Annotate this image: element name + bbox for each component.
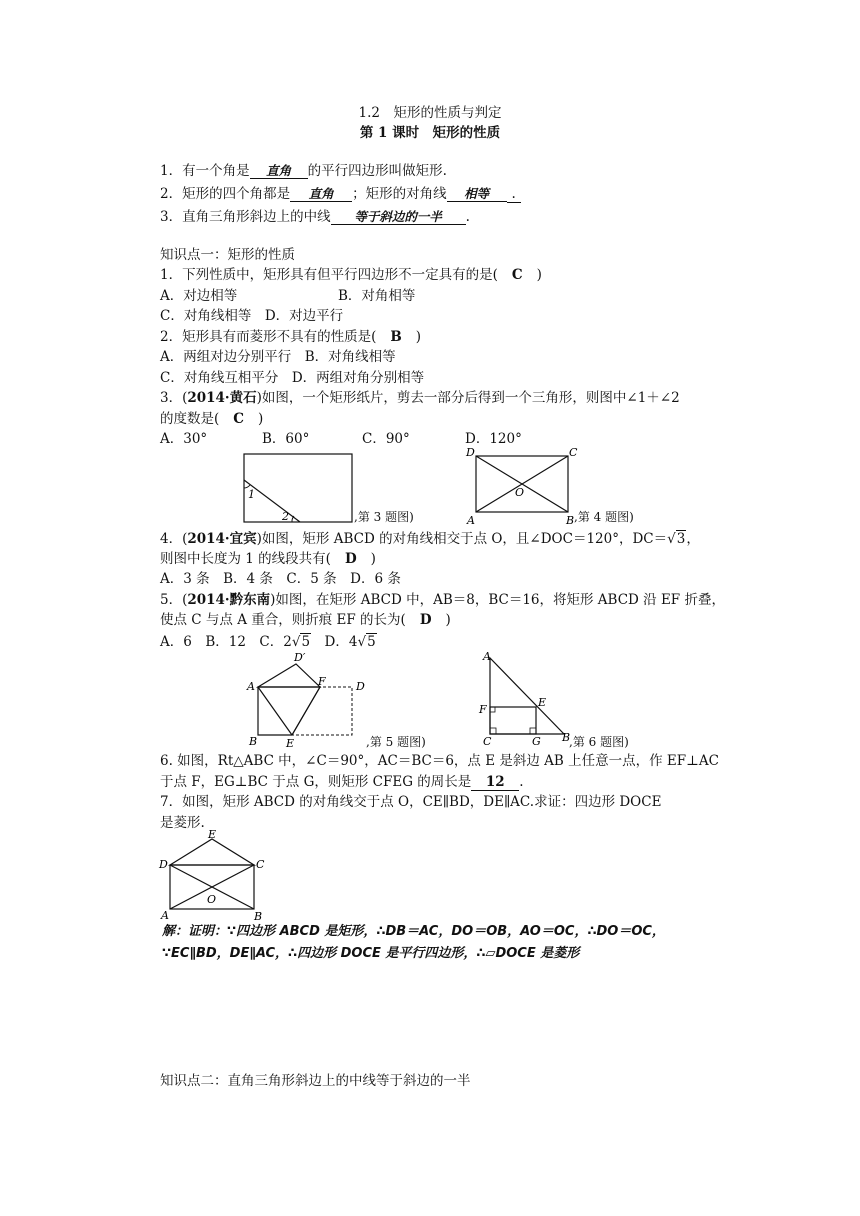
- q2-close: ): [415, 329, 422, 345]
- fig7-label-a: A: [161, 909, 169, 922]
- fig5-flap: [258, 664, 320, 687]
- q3-answer: C: [233, 411, 245, 427]
- fig7-label-c: C: [256, 858, 265, 871]
- figure-3-caption: ,第 3 题图): [354, 510, 414, 524]
- q3-stem: [160, 389, 680, 407]
- q1-option-a: A．对边相等: [160, 288, 238, 304]
- q4-sqrt: 3: [676, 531, 686, 547]
- figure-4-caption: ,第 4 题图): [574, 510, 634, 524]
- fig5-folded-quad: [258, 687, 320, 735]
- q5-options-abc: A．6 B．12 C．2: [160, 634, 292, 650]
- fig6-right-angle-f: [490, 707, 495, 712]
- q5-number: 5．(: [160, 592, 188, 608]
- fig5-label-b: B: [249, 735, 258, 748]
- fig4-label-d: D: [466, 446, 475, 459]
- page-subtitle: 第 1 课时 矩形的性质: [359, 125, 501, 141]
- fig6-right-angle-g: [530, 728, 536, 734]
- fig5-label-e: E: [286, 737, 295, 748]
- q3-source: 2014·黄石: [187, 390, 257, 406]
- q5-option-d: D．4: [311, 634, 358, 650]
- prelim-q1: [160, 162, 447, 180]
- prelim-q3: [160, 208, 470, 226]
- q1-close: ): [536, 267, 542, 283]
- q1-stem-text: 1．下列性质中，矩形具有但平行四边形不一定具有的是(: [160, 267, 498, 283]
- prelim-q2: [160, 185, 521, 203]
- q5-stem-text: )如图，在矩形 ABCD 中，AB＝8，BC＝16，将矩形 ABCD 沿 EF 折叠，: [270, 592, 725, 608]
- q4-stem-2: [160, 550, 376, 568]
- prelim-q3-text: 3．直角三角形斜边上的中线: [160, 209, 331, 225]
- fig6-label-g: G: [532, 735, 541, 748]
- fig6-label-b: B: [562, 731, 571, 744]
- section1-heading: 知识点一：矩形的性质: [160, 247, 295, 263]
- fig5-label-f: F: [318, 675, 326, 688]
- q4-stem: 4．(2014·宜宾)如图，矩形 ABCD 的对角线相交于点 O，且∠DOC＝120°，DC＝√3，: [160, 531, 700, 547]
- q5-sqrt-d: 5: [367, 634, 376, 650]
- q7-solution-line-2: ∵EC∥BD，DE∥AC，∴四边形 DOCE 是平行四边形，∴▱DOCE 是菱形: [162, 946, 580, 961]
- q4-stem-text-2: 则图中长度为 1 的线段共有(: [160, 551, 331, 567]
- figure-4-diagram: [462, 444, 582, 528]
- q3-stem-2: [160, 410, 263, 428]
- q4-close: ): [370, 551, 376, 567]
- fig4-label-c: C: [569, 446, 578, 459]
- prelim-q1-text-end: 的平行四边形叫做矩形.: [307, 163, 447, 179]
- q4-options: A．3 条 B．4 条 C．5 条 D．6 条: [160, 571, 401, 587]
- fig4-label-a: A: [467, 514, 475, 527]
- fig5-label-dprime: D′: [294, 651, 306, 664]
- q4-answer: D: [344, 551, 357, 567]
- fig6-label-e: E: [538, 696, 547, 709]
- q7-line-1: 7．如图，矩形 ABCD 的对角线交于点 O，CE∥BD，DE∥AC.求证：四边形 DOCE: [160, 794, 662, 810]
- q3-option-c: C．90°: [362, 431, 410, 447]
- figure-6-diagram: [478, 648, 578, 750]
- fig5-label-a: A: [247, 680, 255, 693]
- q1-answer: C: [511, 267, 523, 283]
- fig3-angle1-label: 1: [248, 488, 255, 501]
- prelim-q1-answer: 直角: [250, 163, 308, 179]
- q5-stem-2: [160, 611, 451, 629]
- q6-line-1: 6. 如图，Rt△ABC 中，∠C＝90°，AC＝BC＝6，点 E 是斜边 AB 上任意一点，作 EF⊥AC: [160, 753, 719, 769]
- q4-comma: ，: [686, 531, 700, 547]
- fig7-label-b: B: [254, 910, 263, 923]
- q3-option-a: A．30°: [160, 431, 208, 447]
- q1-option-cd: C．对角线相等 D．对边平行: [160, 308, 344, 324]
- section2-heading: 知识点二：直角三角形斜边上的中线等于斜边的一半: [160, 1073, 471, 1089]
- figure-6-caption: ,第 6 题图): [569, 735, 629, 749]
- prelim-q2-text: 2．矩形的四个角都是: [160, 186, 291, 202]
- q6-line-2: [160, 773, 524, 791]
- figure-3-diagram: [240, 450, 360, 526]
- figure-7-diagram: [156, 828, 274, 924]
- q5-sqrt-c: 5: [301, 634, 311, 650]
- q3-number: 3．(: [160, 390, 188, 406]
- fig5-line-ae: [258, 687, 292, 735]
- fig6-rectangle-cfeg: [490, 707, 536, 734]
- q2-stem-text: 2．矩形具有而菱形不具有的性质是(: [160, 329, 377, 345]
- fig4-label-o: O: [515, 486, 525, 499]
- fig5-fold-ef: [292, 687, 320, 735]
- q7-line-2: 是菱形.: [160, 815, 205, 831]
- q5-options: A．6 B．12 C．2√5 D．4√5: [160, 634, 376, 650]
- fig5-label-d: D: [356, 680, 365, 693]
- q3-option-d: D．120°: [465, 431, 522, 447]
- fig6-label-c: C: [483, 735, 492, 748]
- q3-close: ): [258, 411, 264, 427]
- q6-line-2-text: 于点 F，EG⊥BC 于点 G，则矩形 CFEG 的周长是: [160, 774, 472, 790]
- page-title: 1.2 矩形的性质与判定: [358, 105, 502, 121]
- q2-option-cd: C．对角线互相平分 D．两组对角分别相等: [160, 370, 425, 386]
- prelim-q2-answer-2: 相等: [447, 186, 507, 202]
- fig4-label-b: B: [566, 514, 575, 527]
- prelim-q2-text-mid: ；矩形的对角线: [352, 186, 447, 202]
- prelim-q3-text-end: .: [465, 209, 470, 225]
- q5-stem-text-2: 使点 C 与点 A 重合，则折痕 EF 的长为(: [160, 612, 406, 628]
- q3-stem-text: )如图，一个矩形纸片，剪去一部分后得到一个三角形，则图中∠1＋∠2: [256, 390, 680, 406]
- q3-stem-text-2: 的度数是(: [160, 411, 220, 427]
- fig6-label-f: F: [479, 703, 487, 716]
- q2-answer: B: [390, 329, 402, 345]
- q1-stem: [160, 266, 542, 284]
- fig6-right-angle-c: [490, 728, 496, 734]
- q7-solution-line-1: 解：证明：∵四边形 ABCD 是矩形，∴DB＝AC，DO＝OB，AO＝OC，∴DO＝OC，: [162, 924, 665, 939]
- prelim-q1-text: 1．有一个角是: [160, 163, 250, 179]
- fig7-label-o: O: [207, 893, 217, 906]
- prelim-q2-period: .: [507, 187, 521, 203]
- q5-source: 2014·黔东南: [187, 592, 271, 608]
- fig6-triangle: [490, 658, 564, 734]
- prelim-q3-answer: 等于斜边的一半: [331, 209, 466, 225]
- q5-stem: [160, 591, 725, 609]
- q6-period: .: [519, 774, 524, 790]
- q1-option-b: B．对角相等: [338, 288, 416, 304]
- q2-stem: [160, 328, 421, 346]
- q3-option-b: B．60°: [262, 431, 310, 447]
- fig7-label-d: D: [159, 858, 168, 871]
- fig3-cut-line: [244, 480, 300, 522]
- q5-close: ): [445, 612, 451, 628]
- prelim-q2-answer-1: 直角: [290, 186, 352, 202]
- fig7-triangle-dec: [170, 839, 254, 865]
- figure-5-diagram: [246, 650, 370, 748]
- fig6-label-a: A: [483, 650, 491, 663]
- figure-5-caption: ,第 5 题图): [366, 735, 426, 749]
- q4-number: 4．(: [160, 531, 188, 547]
- q6-answer: 12: [471, 775, 519, 791]
- q2-option-ab: A．两组对边分别平行 B．对角线相等: [160, 349, 396, 365]
- q4-stem-text: )如图，矩形 ABCD 的对角线相交于点 O，且∠DOC＝120°，DC＝: [256, 531, 668, 547]
- q4-source: 2014·宜宾: [187, 531, 257, 547]
- fig3-rectangle: [244, 454, 352, 522]
- fig7-label-e: E: [208, 828, 217, 841]
- fig5-original-rectangle: [258, 687, 352, 735]
- q5-answer: D: [419, 612, 432, 628]
- fig3-angle2-label: 2: [282, 510, 289, 523]
